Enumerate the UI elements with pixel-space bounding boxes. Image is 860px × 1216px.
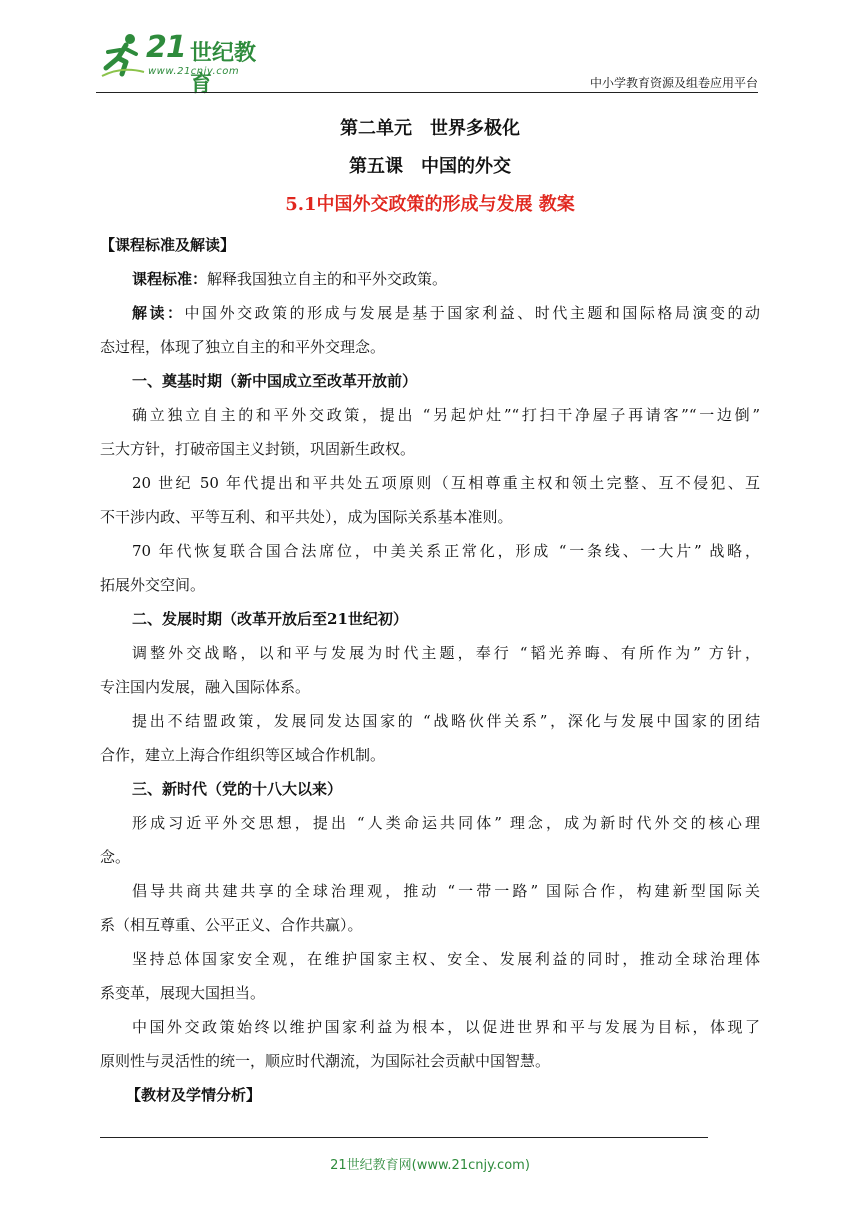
paragraph-line: 不干涉内政、平等互利、和平共处），成为国际关系基本准则。	[100, 508, 513, 526]
section-heading-analysis: 【教材及学情分析】	[126, 1086, 262, 1104]
topic-title: 5.1中国外交政策的形成与发展 教案	[285, 194, 575, 215]
document-body	[100, 228, 760, 1112]
paragraph-line: 念。	[100, 848, 131, 866]
paragraph-line: 70 年代恢复联合国合法席位，中美关系正常化，形成 “一条线、一大片” 战略，	[132, 542, 760, 560]
paragraph-line: 20 世纪 50 年代提出和平共处五项原则（互相尊重主权和领土完整、互不侵犯、互	[132, 474, 760, 492]
paragraph-line: 原则性与灵活性的统一，顺应时代潮流，为国际社会贡献中国智慧。	[100, 1052, 551, 1070]
lesson-title: 第五课 中国的外交	[349, 156, 511, 177]
logo-number: 21	[146, 30, 186, 65]
paragraph-line: 合作，建立上海合作组织等区域合作机制。	[100, 746, 386, 764]
heading-new-era: 三、新时代（党的十八大以来）	[132, 780, 343, 798]
paragraph-line: 拓展外交空间。	[100, 576, 206, 594]
paragraph-line: 形成习近平外交思想，提出 “人类命运共同体” 理念，成为新时代外交的核心理	[132, 814, 760, 832]
logo-url: www.21cnjy.com	[148, 66, 240, 77]
footer-divider	[100, 1137, 708, 1138]
paragraph-line: 坚持总体国家安全观，在维护国家主权、安全、发展利益的同时，推动全球治理体	[132, 950, 760, 968]
logo-text: 世纪教育	[190, 41, 257, 97]
standard-label: 课程标准：	[132, 270, 208, 288]
paragraph-line: 提出不结盟政策，发展同发达国家的 “战略伙伴关系”，深化与发展中国家的团结	[132, 712, 760, 730]
platform-tagline: 中小学教育资源及组卷应用平台	[589, 76, 758, 90]
paragraph-line: 倡导共商共建共享的全球治理观，推动 “一带一路” 国际合作，构建新型国际关	[132, 882, 760, 900]
site-logo[interactable]	[96, 28, 266, 97]
paragraph-line: 中国外交政策始终以维护国家利益为根本，以促进世界和平与发展为目标，体现了	[132, 1018, 760, 1036]
standard-paragraph	[100, 262, 760, 296]
header-divider	[96, 92, 758, 93]
paragraph-line: 系变革，展现大国担当。	[100, 984, 266, 1002]
footer-link[interactable]: 21世纪教育网(www.21cnjy.com)	[330, 1158, 530, 1173]
page-header	[96, 28, 758, 97]
standard-text: 解释我国独立自主的和平外交政策。	[207, 270, 448, 288]
runner-logo-icon	[100, 32, 146, 78]
paragraph-line: 确立独立自主的和平外交政策，提出 “另起炉灶”“打扫干净屋子再请客”“一边倒”	[132, 406, 760, 424]
unit-title: 第二单元 世界多极化	[340, 118, 520, 139]
paragraph-line: 调整外交战略，以和平与发展为时代主题，奉行 “韬光养晦、有所作为” 方针，	[132, 644, 760, 662]
section-heading-standard: 【课程标准及解读】	[100, 236, 236, 254]
paragraph-line: 三大方针，打破帝国主义封锁，巩固新生政权。	[100, 440, 416, 458]
heading-development-period: 二、发展时期（改革开放后至21世纪初）	[132, 610, 408, 628]
paragraph-line: 系（相互尊重、公平正义、合作共赢）。	[100, 916, 363, 934]
interpretation-line	[100, 296, 760, 330]
heading-foundation-period: 一、奠基时期（新中国成立至改革开放前）	[132, 372, 418, 390]
interpretation-text: 中国外交政策的形成与发展是基于国家利益、时代主题和国际格局演变的动	[184, 304, 760, 322]
interpretation-label: 解读：	[132, 304, 185, 322]
paragraph-line: 态过程，体现了独立自主的和平外交理念。	[100, 338, 386, 356]
paragraph-line: 专注国内发展，融入国际体系。	[100, 678, 311, 696]
